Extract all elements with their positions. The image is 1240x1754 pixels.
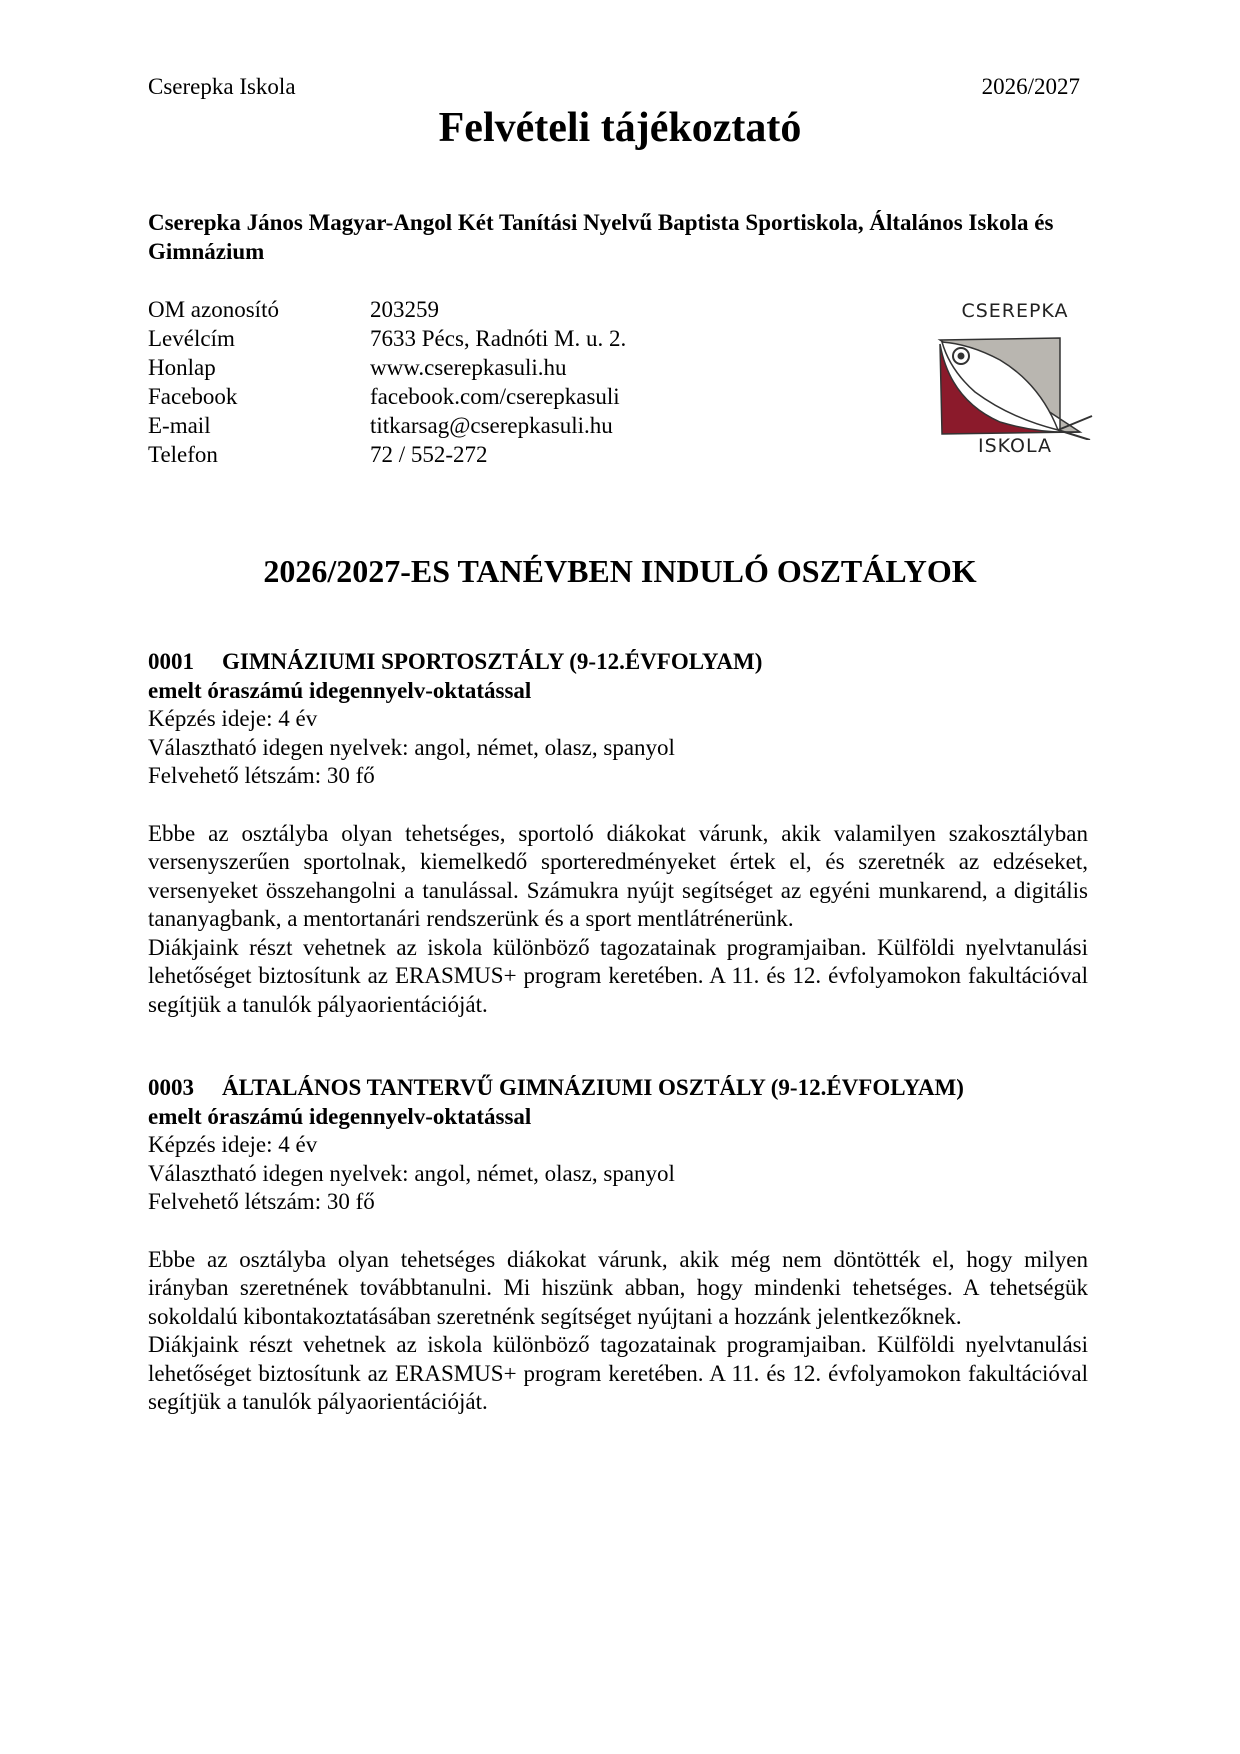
languages: Választható idegen nyelvek: angol, német, olasz, spanyol [148,1160,675,1186]
info-value: 203259 [370,297,439,322]
class-code: 0003 [148,1075,194,1100]
email-link[interactable]: titkarsag@cserepkasuli.hu [370,413,613,438]
languages: Választható idegen nyelvek: angol, német, olasz, spanyol [148,734,675,760]
info-label: Levélcím [148,326,235,351]
section-description [148,1246,1088,1417]
facebook-link[interactable]: facebook.com/cserepkasuli [370,384,620,409]
capacity: Felvehető létszám: 30 fő [148,763,375,788]
info-row-phone [148,440,626,469]
class-section-0001 [148,648,1088,1019]
class-code: 0001 [148,649,194,674]
capacity: Felvehető létszám: 30 fő [148,1189,375,1214]
info-label: OM azonosító [148,297,279,322]
info-row-website [148,353,626,382]
class-section-0003 [148,1074,1088,1417]
logo-graphic [930,330,1100,440]
info-label: E-mail [148,413,211,438]
class-name: GIMNÁZIUMI SPORTOSZTÁLY (9-12.ÉVFOLYAM) [222,649,763,674]
logo-bottom-text: ISKOLA [977,435,1053,457]
header-school-year: 2026/2027 [981,74,1080,99]
info-label: Honlap [148,355,216,380]
class-name: ÁLTALÁNOS TANTERVŰ GIMNÁZIUMI OSZTÁLY (9-12.ÉVFOLYAM) [222,1075,964,1100]
description-paragraph: Diákjaink részt vehetnek az iskola különböző tagozatainak programjaiban. Külföldi nyelvtanulási lehetőséget biztosítunk az ERASMUS+ program keretében. A 11. és 12. évfolyamokon fakultációval segítjük a tanulók pályaorientációját. [148,934,1088,1017]
school-full-name: Cserepka János Magyar-Angol Két Tanítási Nyelvű Baptista Sportiskola, Általános Iskola és Gimnázium [148,210,1054,264]
info-label: Facebook [148,384,238,409]
section-subtitle: emelt óraszámú idegennyelv-oktatással [148,677,532,703]
description-paragraph: Ebbe az osztályba olyan tehetséges, sportoló diákokat várunk, akik valamilyen szakosztályban versenyszerűen sportolnak, kiemelkedő sporteredményeket értek el, és szeretnék az edzéseket, versenyeket összehangolni a tanulással. Számukra nyújt segítséget az egyéni munkarend, a digitális tananyagbank, a mentortanári rendszerünk és a sport mentlátrénerünk. [148,820,1088,931]
info-value: 7633 Pécs, Radnóti M. u. 2. [370,326,627,351]
classes-heading: 2026/2027-ES TANÉVBEN INDULÓ OSZTÁLYOK [263,553,977,589]
info-row-om [148,295,626,324]
phone-value: 72 / 552-272 [370,442,488,467]
header-school-name: Cserepka Iskola [148,74,296,99]
school-logo [930,300,1100,460]
info-label: Telefon [148,442,218,467]
section-subtitle: emelt óraszámú idegennyelv-oktatással [148,1103,532,1129]
training-duration: Képzés ideje: 4 év [148,1132,318,1157]
contact-info-table [148,295,626,469]
info-row-email [148,411,626,440]
section-description [148,820,1088,1020]
info-row-address [148,324,626,353]
training-duration: Képzés ideje: 4 év [148,706,318,731]
info-row-facebook [148,382,626,411]
logo-top-text: CSEREPKA [961,300,1069,322]
page-title: Felvételi tájékoztató [438,105,802,151]
section-title [148,648,1088,677]
section-title [148,1074,1088,1103]
description-paragraph: Ebbe az osztályba olyan tehetséges diákokat várunk, akik még nem döntötték el, hogy milyen irányban szeretnének továbbtanulni. Mi hiszünk abban, hogy mindenki tehetséges. A tehetségük sokoldalú kibontakoztatásában szeretnénk segítséget nyújtani a hozzánk jelentkezőknek. [148,1246,1088,1329]
website-link[interactable]: www.cserepkasuli.hu [370,355,567,380]
description-paragraph: Diákjaink részt vehetnek az iskola különböző tagozatainak programjaiban. Külföldi nyelvtanulási lehetőséget biztosítunk az ERASMUS+ program keretében. A 11. és 12. évfolyamokon fakultációval segítjük a tanulók pályaorientációját. [148,1332,1088,1414]
